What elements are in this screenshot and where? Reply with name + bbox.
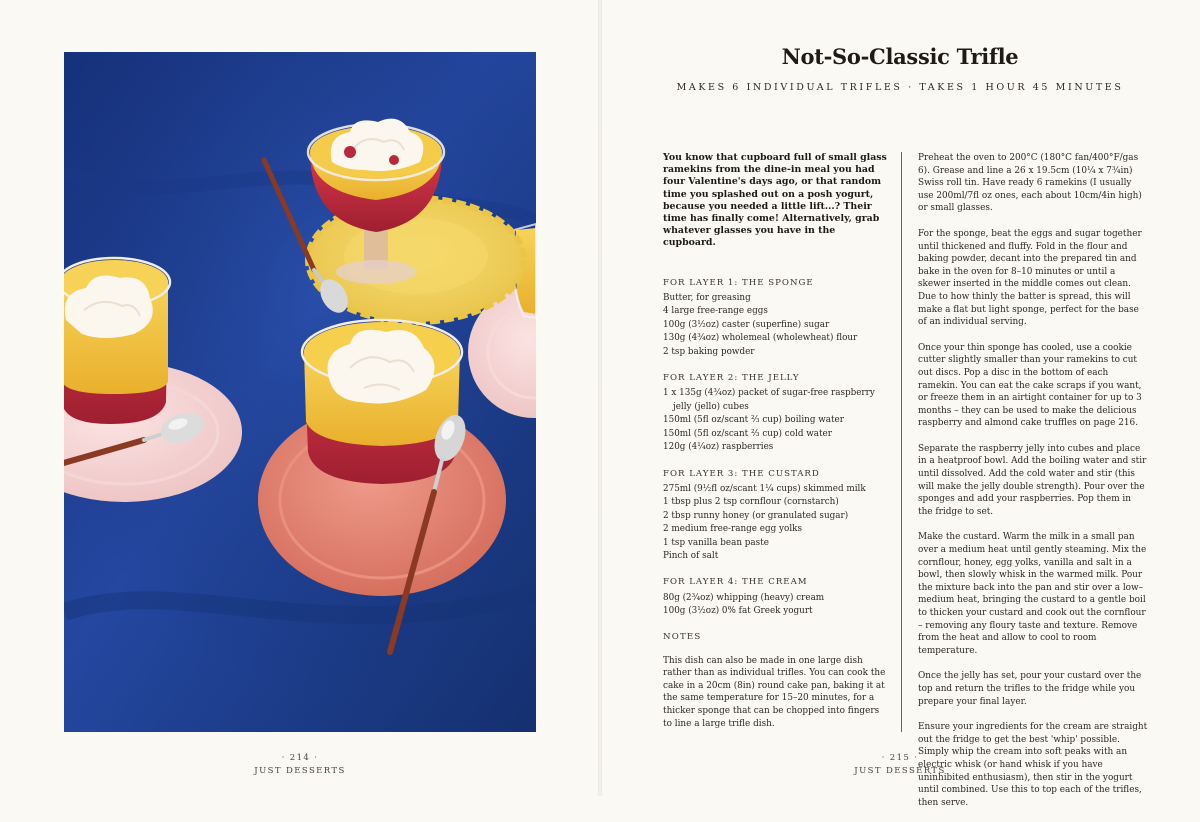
column-divider xyxy=(901,152,902,732)
method-step: For the sponge, beat the eggs and sugar together until thickened and fluffy. Fold in the flour and baking powder, decant into the prepared tin and bake in the oven for 8–10 minutes or until a skewer inserted in the middle comes out clean. Due to how thinly the batter is spread, this will make a flat but light sponge, perfect for the base of an individual serving. xyxy=(918,228,1142,328)
layer-2-heading: FOR LAYER 2: THE JELLY xyxy=(663,373,800,384)
right-page-section: JUST DESSERTS xyxy=(854,766,946,776)
ingredients-column xyxy=(663,152,887,730)
recipe-title: Not-So-Classic Trifle xyxy=(781,44,1019,69)
layer-3-section xyxy=(663,468,887,564)
ingredient-item: 120g (4¼oz) raspberries xyxy=(663,442,774,453)
recipe-intro: You know that cupboard full of small glass ramekins from the dine-in meal you had four Valentine's days ago, or that random time you splashed out on a posh yogurt, because you needed a little lift...? Their time has finally come! Alternatively, grab whatever glasses you have in the cupboard. xyxy=(663,152,887,249)
layer-1-ingredients xyxy=(663,292,887,359)
method-column xyxy=(918,152,1148,822)
ingredient-item: 1 tsp vanilla bean paste xyxy=(663,537,769,548)
ingredient-item: Pinch of salt xyxy=(663,550,719,561)
method-step: Make the custard. Warm the milk in a small pan over a medium heat until gently steaming. Mix the cornflour, honey, egg yolks, vanilla and salt in a bowl, then slowly whisk in the warmed milk. Pour the mixture back into the pan and stir over a low–medium heat, bringing the custard to a gentle boil to thicken your custard and cook out the cornflour – removing any floury taste and texture. Remove from the heat and allow to cool to room temperature. xyxy=(918,532,1147,656)
ingredient-item: 2 tsp baking powder xyxy=(663,346,755,357)
right-page-folio xyxy=(750,752,1050,778)
method-step: Ensure your ingredients for the cream are straight out the fridge to get the best 'whip' possible. Simply whip the cream into soft peaks with an electric whisk (or hand whisk if you have uninhibited enthusiasm), then stir in the yogurt until combined. Use this to top each of the trifles, then serve. xyxy=(918,722,1148,808)
ingredient-item: 150ml (5fl oz/scant ⅔ cup) boiling water xyxy=(663,415,844,426)
ingredient-item: 2 medium free-range egg yolks xyxy=(663,524,802,535)
layer-1-heading: FOR LAYER 1: THE SPONGE xyxy=(663,277,814,288)
layer-2-ingredients xyxy=(663,387,887,454)
ingredient-item: Butter, for greasing xyxy=(663,293,751,304)
left-page-folio xyxy=(150,752,450,778)
book-gutter xyxy=(598,0,602,796)
left-page-section: JUST DESSERTS xyxy=(254,766,346,776)
method-step: Preheat the oven to 200°C (180°C fan/400°F/gas 6). Grease and line a 26 x 19.5cm (10¼ x 7¾in) Swiss roll tin. Have ready 6 ramekins (I usually use 200ml/7fl oz ones, each about 10cm/4in high) or small glasses. xyxy=(918,153,1142,214)
layer-3-heading: FOR LAYER 3: THE CUSTARD xyxy=(663,468,820,479)
ingredient-item: 80g (2¾oz) whipping (heavy) cream xyxy=(663,592,825,603)
ingredient-item: 275ml (9½fl oz/scant 1¼ cups) skimmed milk xyxy=(663,483,866,494)
ingredient-item: 100g (3½oz) 0% fat Greek yogurt xyxy=(663,606,813,617)
left-page-number: · 214 · xyxy=(281,753,319,763)
method-step: Once the jelly has set, pour your custard over the top and return the trifles to the fridge while you prepare your final layer. xyxy=(918,671,1142,707)
notes-text: This dish can also be made in one large dish rather than as individual trifles. You can cook the cake in a 20cm (8in) round cake pan, baking it at the same temperature for 15–20 minutes, for a thicker sponge that can be chopped into fingers to line a large trifle dish. xyxy=(663,655,886,729)
method-step: Separate the raspberry jelly into cubes and place in a heatproof bowl. Add the boiling water and stir until dissolved. Add the cold water and stir (this will make the jelly double strength). Pour over the sponges and add your raspberries. Pop them in the fridge to set. xyxy=(918,443,1147,517)
recipe-subtitle: MAKES 6 INDIVIDUAL TRIFLES · TAKES 1 HOUR 45 MINUTES xyxy=(676,82,1124,93)
method-step: Once your thin sponge has cooled, use a cookie cutter slightly smaller than your ramekins to cut out discs. Pop a disc in the bottom of each ramekin. You can eat the cake scraps if you want, or freeze them in an airtight container for up to 3 months – they can be used to make the delicious raspberry and almond cake truffles on page 216. xyxy=(918,342,1142,429)
ingredient-item: 4 large free-range eggs xyxy=(663,306,768,317)
layer-4-ingredients xyxy=(663,592,887,619)
ingredient-item: 150ml (5fl oz/scant ⅔ cup) cold water xyxy=(663,428,832,439)
layer-4-heading: FOR LAYER 4: THE CREAM xyxy=(663,577,808,588)
ingredient-item: 100g (3½oz) caster (superfine) sugar xyxy=(663,319,830,330)
trifle-photo xyxy=(64,52,536,732)
right-page-number: · 215 · xyxy=(881,753,919,763)
layer-2-section xyxy=(663,372,887,454)
layer-3-ingredients xyxy=(663,483,887,563)
layer-4-section xyxy=(663,576,887,618)
ingredient-item: 1 x 135g (4¾oz) packet of sugar-free raspberry jelly (jello) cubes xyxy=(663,388,875,412)
ingredient-item: 1 tbsp plus 2 tsp cornflour (cornstarch) xyxy=(663,497,839,508)
ingredient-item: 2 tbsp runny honey (or granulated sugar) xyxy=(663,510,849,521)
trifle-photo-illustration xyxy=(64,52,536,732)
ingredient-item: 130g (4¾oz) wholemeal (wholewheat) flour xyxy=(663,333,858,344)
layer-1-section xyxy=(663,277,887,359)
notes-heading: NOTES xyxy=(663,631,702,642)
